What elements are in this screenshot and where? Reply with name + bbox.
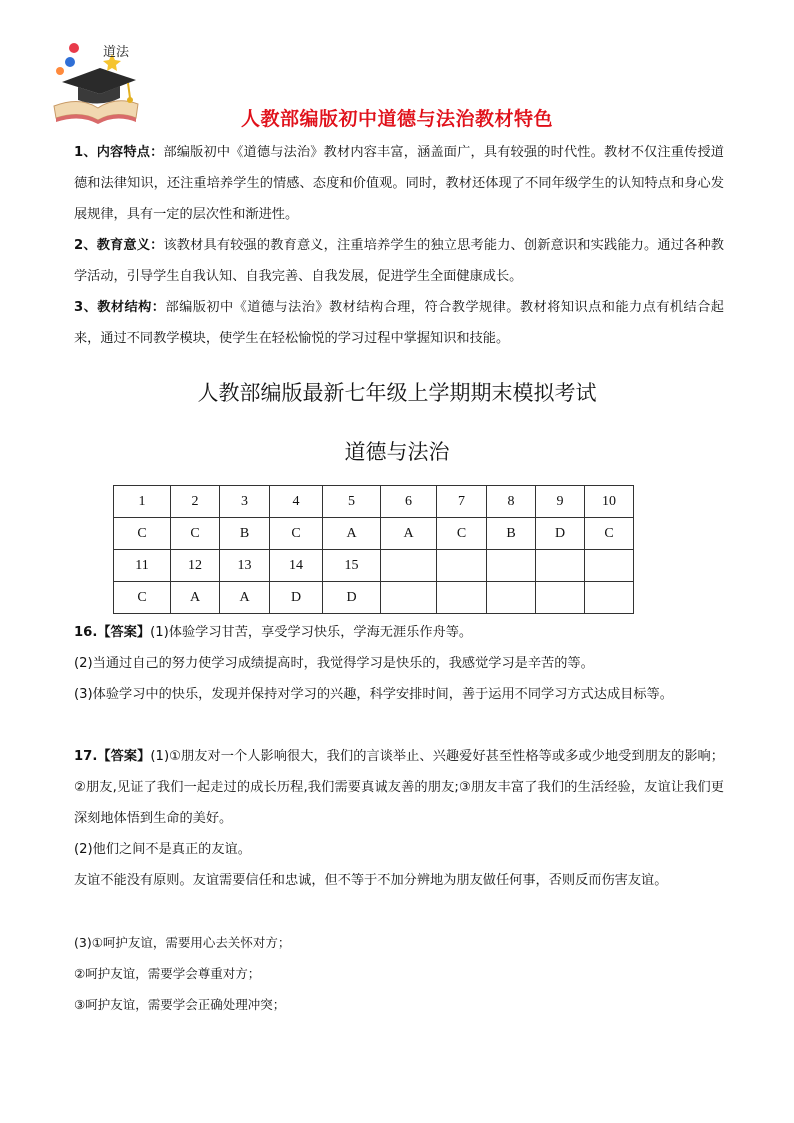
table-cell: A: [323, 518, 381, 550]
table-cell: [487, 582, 536, 614]
table-row-numbers-1: [114, 486, 634, 518]
q17-p5: ②呵护友谊，需要学会尊重对方；: [74, 966, 261, 981]
table-cell: A: [220, 582, 270, 614]
feature-3: [74, 292, 724, 354]
table-row-answers-2: [114, 582, 634, 614]
table-cell: 13: [220, 550, 270, 582]
table-cell: 8: [487, 486, 536, 518]
q16-p2: (2)当通过自己的努力使学习成绩提高时，我觉得学习是快乐的，我感觉学习是辛苦的等。: [74, 656, 594, 671]
q17-answer-1: [74, 741, 724, 834]
feature-2-label: 2、教育意义：: [74, 238, 164, 253]
q16-prefix: 16.【答案】: [74, 625, 151, 640]
table-cell: [381, 582, 437, 614]
table-cell: D: [270, 582, 323, 614]
q16-p1: (1)体验学习甘苦，享受学习快乐，学海无涯乐作舟等。: [150, 625, 473, 640]
table-cell: C: [171, 518, 220, 550]
table-cell: 1: [114, 486, 171, 518]
answer-table: [113, 485, 634, 614]
q17-p4: (3)①呵护友谊，需要用心去关怀对方；: [74, 935, 291, 950]
table-cell: C: [585, 518, 634, 550]
feature-1: [74, 137, 724, 230]
table-cell: C: [114, 582, 171, 614]
q17-p2: (2)他们之间不是真正的友谊。: [74, 842, 251, 857]
table-cell: D: [323, 582, 381, 614]
table-row-answers-1: [114, 518, 634, 550]
table-cell: [437, 550, 487, 582]
table-cell: [536, 582, 585, 614]
table-cell: 6: [381, 486, 437, 518]
q16-p3: (3)体验学习中的快乐，发现并保持对学习的兴趣，科学安排时间，善于运用不同学习方式达成目标等。: [74, 687, 673, 702]
q17-p3: 友谊不能没有原则。友谊需要信任和忠诚，但不等于不加分辨地为朋友做任何事，否则反而伤害友谊。: [74, 873, 668, 888]
table-cell: [536, 550, 585, 582]
table-cell: [585, 550, 634, 582]
table-cell: 7: [437, 486, 487, 518]
header-title: 人教部编版初中道德与法治教材特色: [240, 108, 553, 130]
table-cell: A: [171, 582, 220, 614]
feature-2: [74, 230, 724, 292]
table-cell: A: [381, 518, 437, 550]
table-cell: C: [270, 518, 323, 550]
exam-subject: 道德与法治: [344, 440, 450, 464]
table-cell: [381, 550, 437, 582]
table-cell: [585, 582, 634, 614]
table-cell: C: [437, 518, 487, 550]
feature-2-text: 该教材具有较强的教育意义，注重培养学生的独立思考能力、创新意识和实践能力。通过各种教学活动，引导学生自我认知、自我完善、自我发展，促进学生全面健康成长。: [74, 238, 724, 284]
table-cell: [487, 550, 536, 582]
feature-3-text: 部编版初中《道德与法治》教材结构合理，符合教学规律。教材将知识点和能力点有机结合起来，通过不同教学模块，使学生在轻松愉悦的学习过程中掌握知识和技能。: [74, 300, 724, 346]
logo-label: 道法: [103, 45, 130, 60]
table-cell: [437, 582, 487, 614]
feature-3-label: 3、教材结构：: [74, 300, 166, 315]
table-row-numbers-2: [114, 550, 634, 582]
q16-answer-1: [74, 617, 724, 648]
table-cell: B: [487, 518, 536, 550]
q17-p6: ③呵护友谊，需要学会正确处理冲突；: [74, 997, 286, 1012]
table-cell: 2: [171, 486, 220, 518]
table-cell: D: [536, 518, 585, 550]
table-cell: 5: [323, 486, 381, 518]
feature-1-label: 1、内容特点：: [74, 145, 164, 160]
table-cell: 11: [114, 550, 171, 582]
table-cell: 4: [270, 486, 323, 518]
table-cell: C: [114, 518, 171, 550]
table-cell: 12: [171, 550, 220, 582]
table-cell: B: [220, 518, 270, 550]
table-cell: 10: [585, 486, 634, 518]
exam-title: 人教部编版最新七年级上学期期末模拟考试: [197, 381, 597, 405]
q17-prefix: 17.【答案】: [74, 749, 151, 764]
table-cell: 14: [270, 550, 323, 582]
table-cell: 3: [220, 486, 270, 518]
q17-p1: (1)①朋友对一个人影响很大，我们的言谈举止、兴趣爱好甚至性格等或多或少地受到朋友的影响；②朋友,见证了我们一起走过的成长历程,我们需要真诚友善的朋友;③朋友丰富了我们的生活经验，友谊让我们更深刻地体悟到生命的美好。: [74, 749, 724, 826]
table-cell: 15: [323, 550, 381, 582]
feature-1-text: 部编版初中《道德与法治》教材内容丰富，涵盖面广，具有较强的时代性。教材不仅注重传授道德和法律知识，还注重培养学生的情感、态度和价值观。同时，教材还体现了不同年级学生的认知特点和身心发展规律，具有一定的层次性和渐进性。: [74, 145, 724, 222]
table-cell: 9: [536, 486, 585, 518]
